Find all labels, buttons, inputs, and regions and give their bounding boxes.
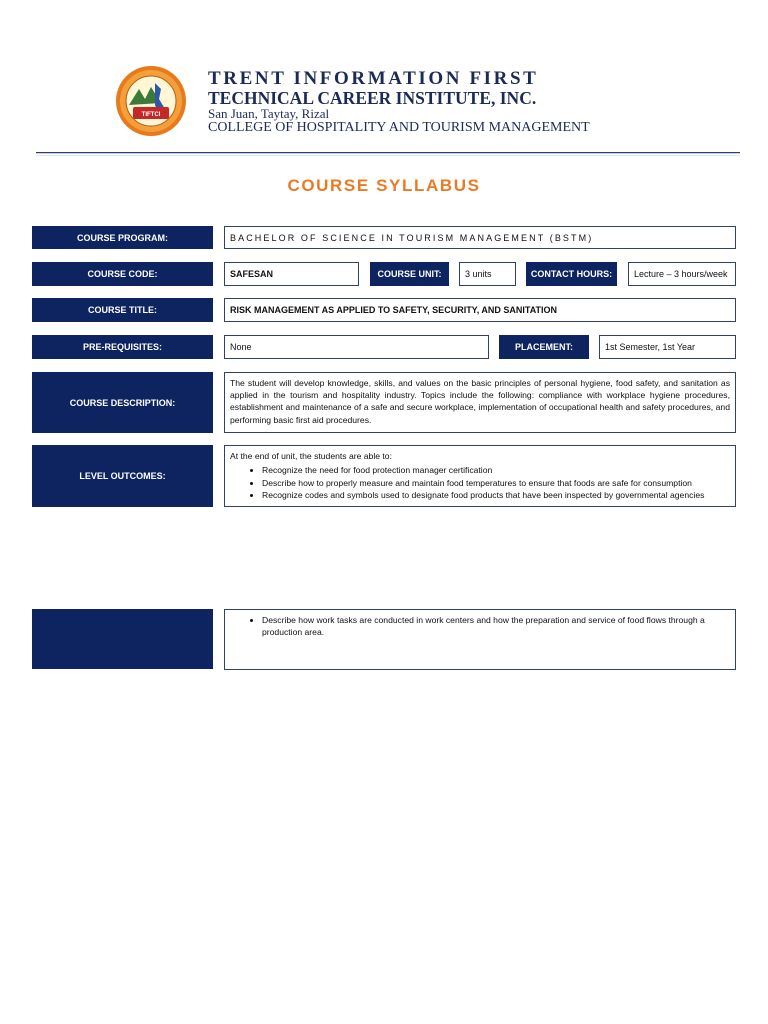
course-code-value: SAFESAN: [224, 262, 359, 286]
page-title: COURSE SYLLABUS: [287, 176, 481, 195]
level-outcomes-value: [224, 445, 736, 507]
list-item: • Recognize codes and symbols used to designate food products that have been inspected by governmental agencies: [262, 489, 730, 501]
header-divider: [36, 152, 740, 156]
level-outcomes-label: LEVEL OUTCOMES:: [32, 445, 213, 507]
logo-wordmark: TIFTCI: [141, 112, 161, 118]
institute-name-line1: TRENT INFORMATION FIRST: [208, 68, 539, 89]
course-title-label: COURSE TITLE:: [32, 298, 213, 322]
course-description-label: COURSE DESCRIPTION:: [32, 372, 213, 433]
continued-outcomes-list: [230, 614, 730, 639]
college-name: COLLEGE OF HOSPITALITY AND TOURISM MANAGEMENT: [208, 120, 590, 135]
course-program-label: COURSE PROGRAM:: [32, 226, 213, 249]
contact-hours-label: CONTACT HOURS:: [526, 262, 617, 286]
course-unit-value: 3 units: [459, 262, 516, 286]
continued-outcomes-value: [224, 609, 736, 670]
list-item: • Recognize the need for food protection manager certification: [262, 464, 730, 476]
list-item: • Describe how to properly measure and maintain food temperatures to ensure that foods are safe for consumption: [262, 477, 730, 489]
placement-value: 1st Semester, 1st Year: [599, 335, 736, 359]
prerequisites-value: None: [224, 335, 489, 359]
level-outcomes-list: [230, 464, 730, 501]
prerequisites-label: PRE-REQUISITES:: [32, 335, 213, 359]
course-program-value: BACHELOR OF SCIENCE IN TOURISM MANAGEMENT (BSTM): [224, 226, 736, 249]
course-unit-label: COURSE UNIT:: [370, 262, 449, 286]
list-item: • Describe how work tasks are conducted in work centers and how the preparation and service of food flows through a production area.: [262, 614, 730, 639]
institute-address: San Juan, Taytay, Rizal: [208, 106, 330, 121]
institute-logo: [115, 65, 187, 137]
course-code-label: COURSE CODE:: [32, 262, 213, 286]
placement-label: PLACEMENT:: [499, 335, 589, 359]
continued-outcomes-label-cell: [32, 609, 213, 669]
contact-hours-value: Lecture – 3 hours/week: [628, 262, 736, 286]
institute-name-line2: TECHNICAL CAREER INSTITUTE, INC.: [208, 88, 537, 108]
level-outcomes-intro: At the end of unit, the students are able to:: [230, 451, 392, 461]
course-description-value: The student will develop knowledge, skills, and values on the basic principles of personal hygiene, food safety, and sanitation as applied in the tourism and hospitality industry. Topics include the following: compliance with workplace hygiene procedures, establishment and maintenance of a safe and secure workplace, implementation of occupational health and safety procedures, and performing basic first aid procedures.: [224, 372, 736, 433]
course-title-value: RISK MANAGEMENT AS APPLIED TO SAFETY, SECURITY, AND SANITATION: [224, 298, 736, 322]
